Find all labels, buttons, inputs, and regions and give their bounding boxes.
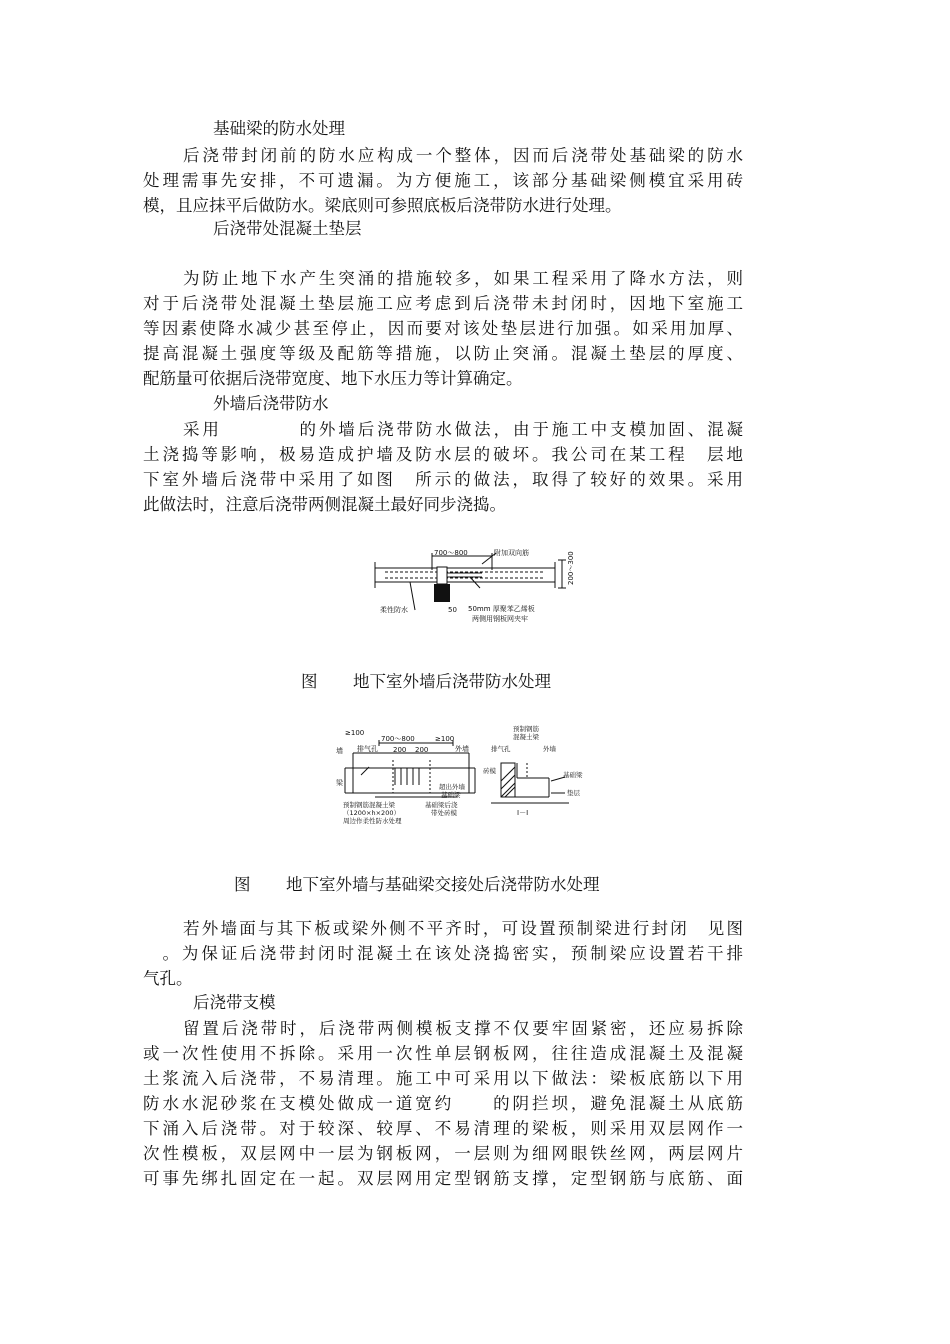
text-line: 可事先绑扎固定在一起。双层网用定型钢筋支撑，定型钢筋与底筋、面 — [143, 1169, 743, 1188]
label-flexible: 柔性防水 — [380, 606, 408, 614]
label-wall-left: 墙 — [336, 747, 343, 755]
paragraph-foundation-beam — [143, 143, 743, 218]
paragraph-formwork — [143, 1016, 743, 1191]
text-line: 防水水泥砂浆在支模处做成一道宽约 的阴拦坝，避免混凝土从底筋 — [143, 1094, 743, 1113]
label-base-beam: 基础梁 — [441, 791, 461, 799]
label-rebar: 附加双向筋 — [494, 549, 529, 557]
text-line: 等因素使降水减少甚至停止，因而要对该处垫层进行加强。如采用加厚、 — [143, 319, 743, 338]
text-line: 此做法时，注意后浇带两侧混凝土最好同步浇捣。 — [143, 495, 506, 514]
text-line: 后浇带封闭前的防水应构成一个整体，因而后浇带处基础梁的防水 — [183, 146, 743, 165]
figure-prefix: 图 — [234, 875, 251, 894]
label-r-cushion: 垫层 — [567, 789, 580, 797]
text-line: 下室外墙后浇带中采用了如图 所示的做法，取得了较好的效果。采用 — [143, 470, 743, 489]
text-line: 下涌入后浇带。对于较深、较厚、不易清理的梁板，则采用双层网作一 — [143, 1119, 743, 1138]
label-exhaust: 排气孔 — [357, 745, 378, 753]
text-line: 气孔。 — [143, 969, 193, 988]
label-precast2: （1200×h×200） — [343, 809, 400, 817]
label-r-precast2: 混凝土梁 — [513, 733, 539, 741]
text-line: 留置后浇带时，后浇带两侧模板支撑不仅要牢固紧密，还应易拆除 — [183, 1019, 743, 1038]
label-width: 700～800 — [434, 549, 468, 557]
label-h-left: 梁 — [336, 779, 343, 787]
figure-outer-wall-diagram — [370, 548, 580, 626]
text-line: 或一次性使用不拆除。采用一次性单层钢板网，往往造成混凝土及混凝 — [143, 1044, 743, 1063]
label-height: 200～300 — [567, 551, 575, 585]
paragraph-precast-beam — [143, 916, 743, 991]
label-ge100-right: ≥100 — [435, 735, 455, 743]
heading-outer-wall: 外墙后浇带防水 — [213, 394, 329, 413]
text-line: 土浆流入后浇带，不易清理。施工中可采用以下做法：梁板底筋以下用 — [143, 1069, 743, 1088]
figure1-caption — [301, 668, 551, 692]
figure-title: 地下室外墙后浇带防水处理 — [353, 672, 551, 691]
text-line: 提高混凝土强度等级及配筋等措施，以防止突涌。混凝土垫层的厚度、 — [143, 344, 743, 363]
label-section: I－I — [517, 809, 529, 817]
label-r-wall: 外墙 — [543, 745, 556, 753]
heading-formwork: 后浇带支模 — [193, 993, 276, 1012]
text-line: 模，且应抹平后做防水。梁底则可参照底板后浇带防水进行处理。 — [143, 196, 622, 215]
figure-title: 地下室外墙与基础梁交接处后浇带防水处理 — [286, 875, 600, 894]
label-r-exhaust: 排气孔 — [491, 745, 511, 753]
text-line: 配筋量可依据后浇带宽度、地下水压力等计算确定。 — [143, 369, 523, 388]
figure-prefix: 图 — [301, 672, 318, 691]
label-precast3: 周边作柔性防水处理 — [343, 817, 402, 825]
text-line: 对于后浇带处混凝土垫层施工应考虑到后浇带未封闭时，因地下室施工 — [143, 294, 743, 313]
label-beyond: 超出外墙 — [439, 783, 465, 791]
label-200b: 200 — [415, 746, 429, 754]
label-r-basebeam: 基础梁 — [563, 771, 583, 779]
text-line: 若外墙面与其下板或梁外侧不平齐时，可设置预制梁进行封闭 见图 — [183, 919, 743, 938]
label-bb-post1: 基础梁后浇 — [425, 801, 458, 809]
text-line: 采用 的外墙后浇带防水做法，由于施工中支模加固、混凝 — [183, 420, 743, 439]
label-clamp: 两侧用钢板网夹牢 — [472, 615, 528, 623]
label-bb-post2: 带处砖模 — [431, 809, 457, 817]
heading-foundation-beam: 基础梁的防水处理 — [213, 119, 345, 138]
label-ge100-top: ≥100 — [345, 729, 365, 737]
text-line: 。为保证后浇带封闭时混凝土在该处浇捣密实，预制梁应设置若干排 — [143, 944, 743, 963]
text-line: 土浇捣等影响，极易造成护墙及防水层的破坏。我公司在某工程 层地 — [143, 445, 743, 464]
label-r-brick: 砖模 — [483, 767, 496, 775]
figure2-caption — [234, 871, 600, 895]
label-outer-wall: 外墙 — [455, 745, 469, 753]
label-dim50: 50 — [448, 606, 457, 614]
label-200a: 200 — [393, 746, 407, 754]
label-r-precast1: 预制钢筋 — [513, 725, 539, 733]
text-line: 次性模板，双层网中一层为钢板网，一层则为细网眼铁丝网，两层网片 — [143, 1144, 743, 1163]
label-precast1: 预制钢筋混凝土梁 — [343, 801, 395, 809]
paragraph-cushion-layer — [143, 266, 743, 391]
figure-foundation-beam-diagram — [335, 723, 613, 828]
label-width: 700～800 — [381, 735, 415, 743]
text-line: 为防止地下水产生突涌的措施较多，如果工程采用了降水方法，则 — [183, 269, 743, 288]
paragraph-outer-wall — [143, 417, 743, 517]
text-line: 处理需事先安排，不可遗漏。为方便施工，该部分基础梁侧模宜采用砖 — [143, 171, 743, 190]
heading-cushion-layer: 后浇带处混凝土垫层 — [213, 219, 362, 238]
label-foam: 50mm 厚聚苯乙烯板 — [468, 605, 535, 613]
